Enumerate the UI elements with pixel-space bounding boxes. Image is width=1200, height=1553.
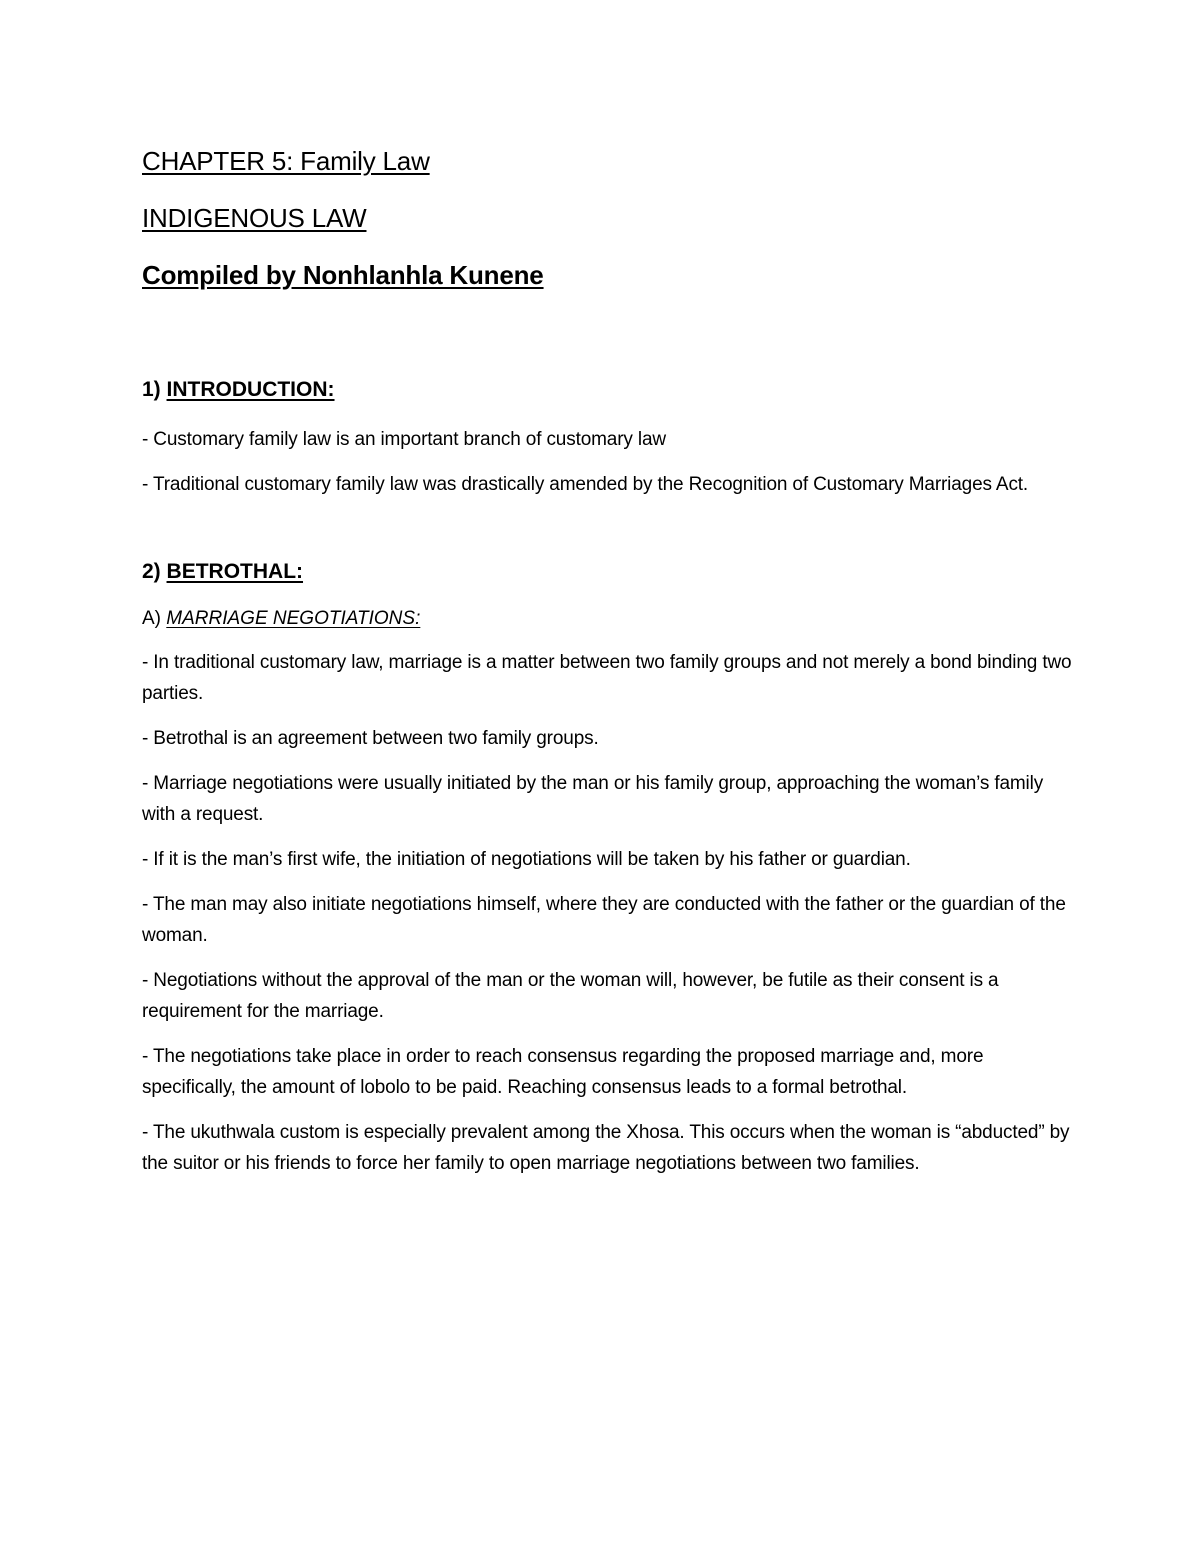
paragraph: - The ukuthwala custom is especially prevalent among the Xhosa. This occurs when the woman is “abducted” by the suitor or his friends to force her family to open marriage negotiations between two families. [142, 1122, 1070, 1174]
paragraph: - The negotiations take place in order to reach consensus regarding the proposed marriage and, more specifically, the amount of lobolo to be paid. Reaching consensus leads to a formal betrothal. [142, 1046, 984, 1098]
paragraph: - The man may also initiate negotiations himself, where they are conducted with the father or the guardian of the woman. [142, 894, 1066, 946]
subsection-title-marriage-negotiations [142, 606, 1072, 632]
section-title-text: BETROTHAL: [166, 560, 304, 583]
section-title-text: INTRODUCTION: [166, 378, 335, 401]
paragraph: - In traditional customary law, marriage is a matter between two family groups and not merely a bond binding two parties. [142, 652, 1072, 704]
chapter-heading: CHAPTER 5: Family Law [142, 146, 430, 176]
subject-heading: INDIGENOUS LAW [142, 203, 367, 233]
paragraph: - If it is the man’s first wife, the initiation of negotiations will be taken by his father or guardian. [142, 849, 911, 870]
subsection-title-text: MARRIAGE NEGOTIATIONS: [166, 608, 421, 629]
section-title-betrothal [142, 558, 1072, 586]
section-title-introduction [142, 376, 1072, 404]
section-number: 2) [142, 560, 161, 583]
document-body [142, 145, 1072, 1193]
compiled-by-heading: Compiled by Nonhlanhla Kunene [142, 260, 544, 290]
paragraph: - Traditional customary family law was drastically amended by the Recognition of Customary Marriages Act. [142, 474, 1029, 495]
subsection-prefix: A) [142, 608, 161, 629]
paragraph: - Negotiations without the approval of the man or the woman will, however, be futile as their consent is a requirement for the marriage. [142, 970, 999, 1022]
paragraph: - Marriage negotiations were usually initiated by the man or his family group, approaching the woman’s family with a request. [142, 773, 1044, 825]
paragraph: - Customary family law is an important branch of customary law [142, 429, 666, 450]
section-number: 1) [142, 378, 161, 401]
paragraph: - Betrothal is an agreement between two family groups. [142, 728, 599, 749]
